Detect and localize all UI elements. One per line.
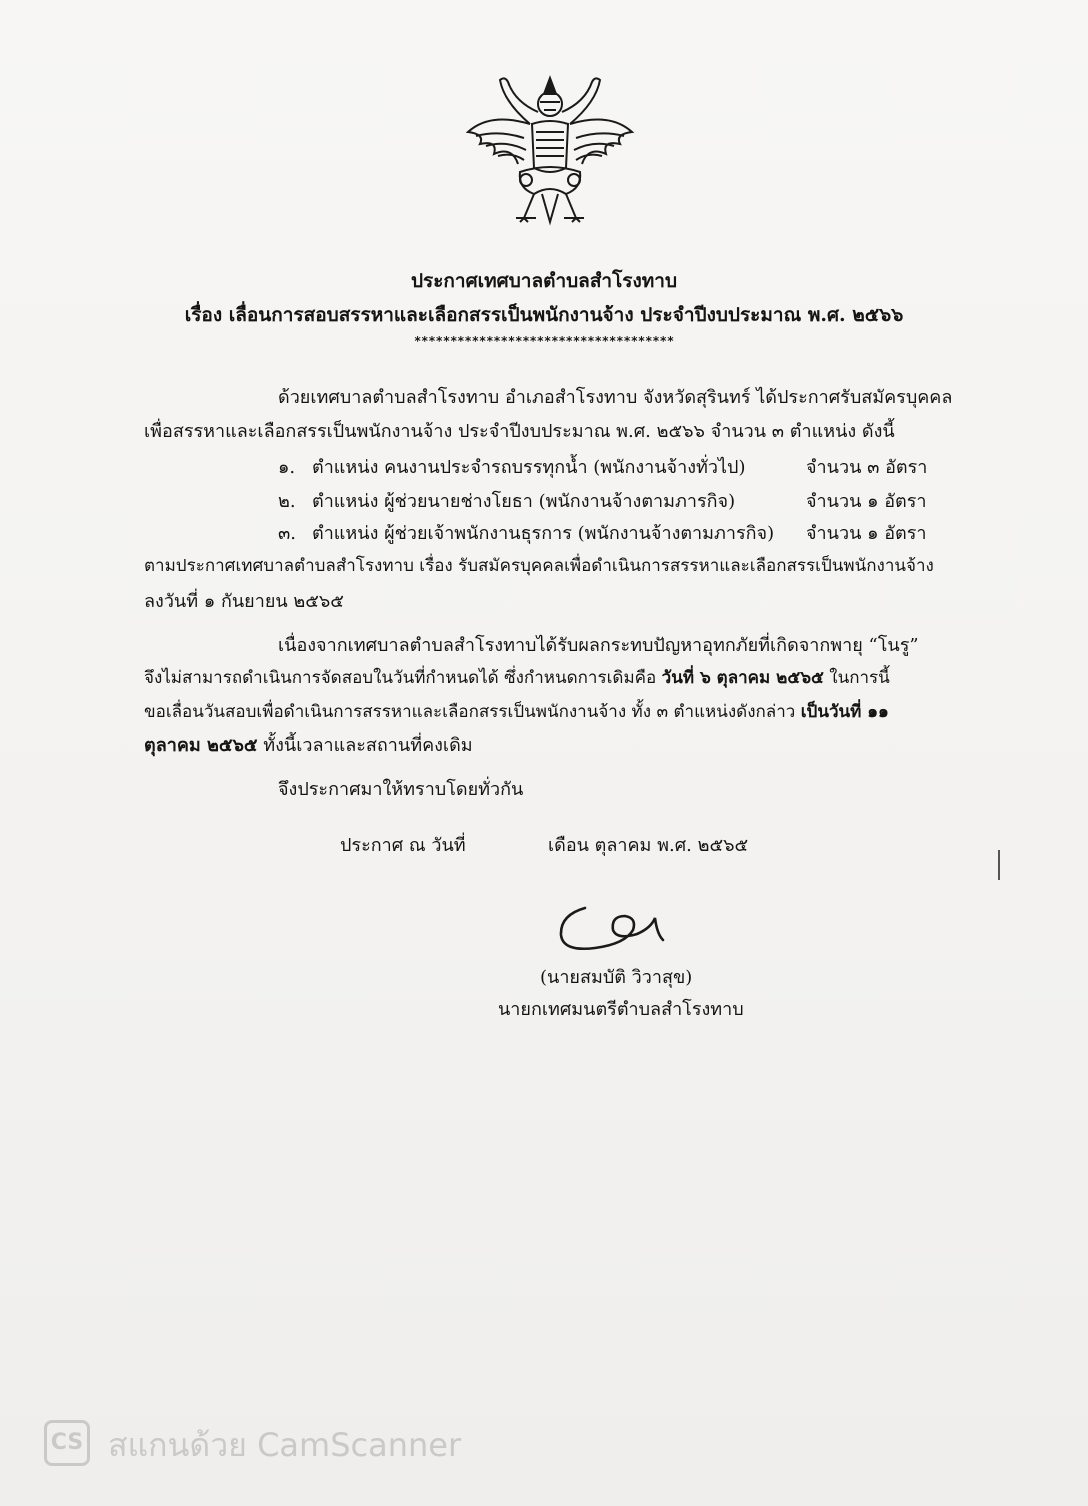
separator-stars: ************************************ <box>413 334 675 348</box>
paragraph-2-line-2 <box>144 664 890 691</box>
announcement-title: ประกาศเทศบาลตำบลสำโรงทาบ <box>410 270 678 292</box>
paragraph-1-line-1: ด้วยเทศบาลตำบลสำโรงทาบ อำเภอสำโรงทาบ จังหวัดสุรินทร์ ได้ประกาศรับสมัครบุคคล <box>278 387 953 408</box>
position-3-count: จำนวน ๑ อัตรา <box>806 523 927 544</box>
position-3-title: ตำแหน่ง ผู้ช่วยเจ้าพนักงานธุรการ (พนักงานจ้างตามภารกิจ) <box>312 523 775 544</box>
signature-mark <box>555 900 675 960</box>
paragraph-2-line-3 <box>144 698 889 725</box>
paragraph-1-line-3: ตามประกาศเทศบาลตำบลสำโรงทาบ เรื่อง รับสมัครบุคคลเพื่อดำเนินการสรรหาและเลือกสรรเป็นพนักงานจ้าง <box>144 556 934 576</box>
position-3-number: ๓. <box>278 523 297 544</box>
camscanner-logo-icon: CS <box>44 1420 90 1466</box>
signatory-name: (นายสมบัติ วิวาสุข) <box>540 967 693 988</box>
paragraph-2-line-3-text: ขอเลื่อนวันสอบเพื่อดำเนินการสรรหาและเลือกสรรเป็นพนักงานจ้าง ทั้ง ๓ ตำแหน่งดังกล่าว <box>144 702 801 722</box>
new-exam-date-part-1: เป็นวันที่ ๑๑ <box>800 702 889 722</box>
position-2-number: ๒. <box>278 491 296 512</box>
announcement-subject: เรื่อง เลื่อนการสอบสรรหาและเลือกสรรเป็นพนักงานจ้าง ประจำปีงบประมาณ พ.ศ. ๒๕๖๖ <box>184 304 904 326</box>
paragraph-2-line-2-tail: ในการนี้ <box>823 668 890 688</box>
edge-mark <box>998 850 1000 880</box>
new-exam-date-part-2: ตุลาคม ๒๕๖๕ <box>144 735 258 756</box>
paragraph-2-line-2-text: จึงไม่สามารถดำเนินการจัดสอบในวันที่กำหนดได้ ซึ่งกำหนดการเดิมคือ <box>144 668 662 688</box>
original-exam-date: วันที่ ๖ ตุลาคม ๒๕๖๕ <box>661 668 824 688</box>
paragraph-1-line-2: เพื่อสรรหาและเลือกสรรเป็นพนักงานจ้าง ประจำปีงบประมาณ พ.ศ. ๒๕๖๖ จำนวน ๓ ตำแหน่ง ดังนี้ <box>144 421 895 442</box>
closing-statement: จึงประกาศมาให้ทราบโดยทั่วกัน <box>278 779 524 800</box>
position-1-count: จำนวน ๓ อัตรา <box>806 457 928 478</box>
position-1-title: ตำแหน่ง คนงานประจำรถบรรทุกน้ำ (พนักงานจ้างทั่วไป) <box>312 457 746 478</box>
position-2-count: จำนวน ๑ อัตรา <box>806 491 927 512</box>
paragraph-2-line-4-text: ทั้งนี้เวลาและสถานที่คงเดิม <box>257 735 473 756</box>
position-2-title: ตำแหน่ง ผู้ช่วยนายช่างโยธา (พนักงานจ้างตามภารกิจ) <box>312 491 736 512</box>
position-1-number: ๑. <box>278 457 296 478</box>
signatory-position: นายกเทศมนตรีตำบลสำโรงทาบ <box>498 999 744 1020</box>
date-month-year: เดือน ตุลาคม พ.ศ. ๒๕๖๕ <box>548 835 749 856</box>
paragraph-2-line-1: เนื่องจากเทศบาลตำบลสำโรงทาบได้รับผลกระทบปัญหาอุทกภัยที่เกิดจากพายุ “โนรู” <box>278 635 919 656</box>
date-label: ประกาศ ณ วันที่ <box>340 835 466 856</box>
camscanner-watermark: สแกนด้วย CamScanner <box>108 1426 462 1464</box>
paragraph-2-line-4 <box>144 730 473 759</box>
garuda-emblem-icon <box>460 72 640 232</box>
paragraph-1-line-4: ลงวันที่ ๑ กันยายน ๒๕๖๕ <box>144 591 344 612</box>
